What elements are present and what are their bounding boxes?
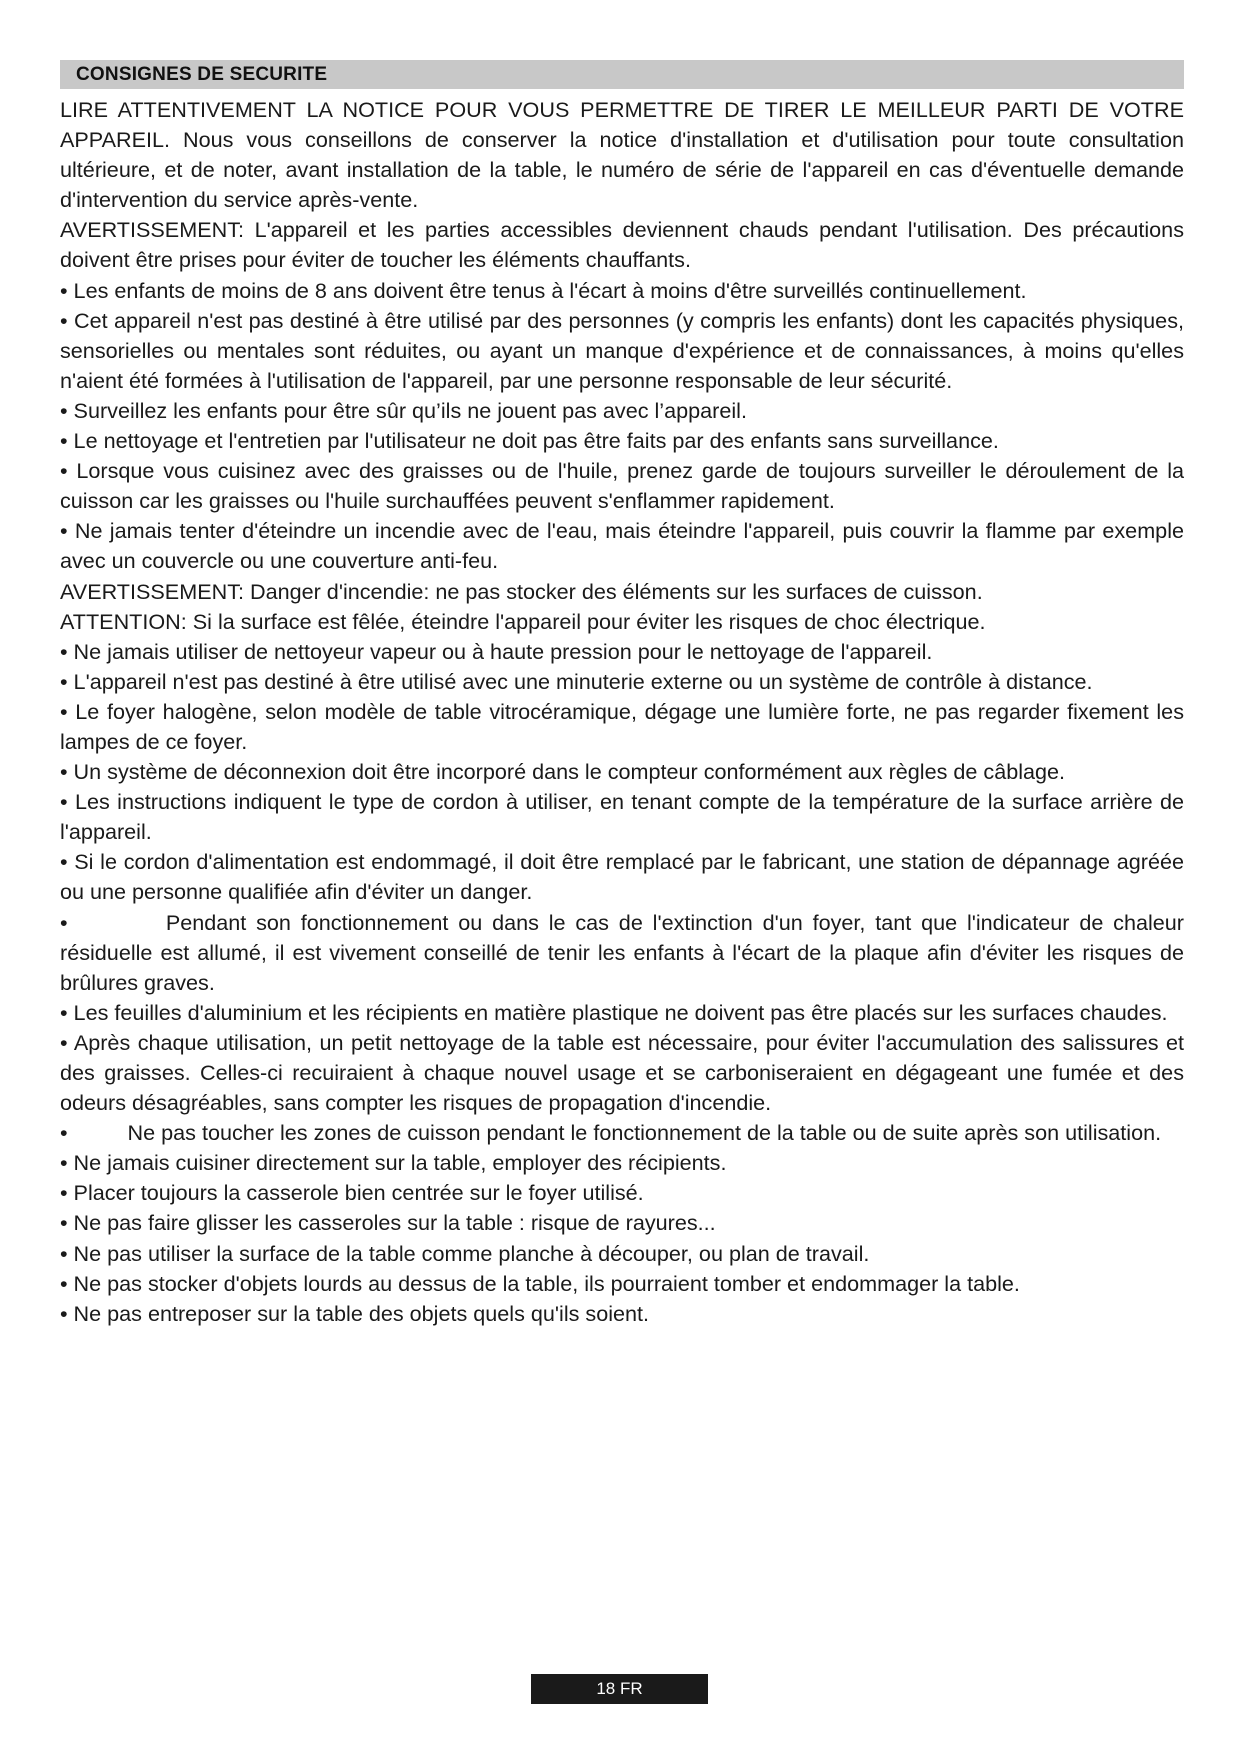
paragraph: AVERTISSEMENT: Danger d'incendie: ne pas stocker des éléments sur les surfaces de cuisson.: [60, 578, 983, 604]
paragraph: AVERTISSEMENT: L'appareil et les parties accessibles deviennent chauds pendant l'utilisation. Des précautions doivent être prises pour éviter de toucher les éléments chauffants.: [60, 217, 1184, 273]
list-item: • Un système de déconnexion doit être incorporé dans le compteur conformément aux règles de câblage.: [60, 759, 1066, 785]
list-item: • Ne pas stocker d'objets lourds au dessus de la table, ils pourraient tomber et endommager la table.: [60, 1270, 1020, 1296]
list-item: • Ne pas faire glisser les casseroles sur la table : risque de rayures...: [60, 1210, 716, 1236]
list-item: • Si le cordon d'alimentation est endommagé, il doit être remplacé par le fabricant, une station de dépannage agréée ou une personne qualifiée afin d'éviter un danger.: [60, 849, 1184, 905]
list-item: • Les enfants de moins de 8 ans doivent être tenus à l'écart à moins d'être surveillés continuellement.: [60, 277, 1027, 303]
list-item: • L'appareil n'est pas destiné à être utilisé avec une minuterie externe ou un système de contrôle à distance.: [60, 668, 1093, 694]
section-title: CONSIGNES DE SECURITE: [60, 60, 1184, 89]
list-item: • Le foyer halogène, selon modèle de table vitrocéramique, dégage une lumière forte, ne pas regarder fixement les lampes de ce foyer.: [60, 698, 1184, 754]
list-item: • Ne pas utiliser la surface de la table comme planche à découper, ou plan de travail.: [60, 1240, 870, 1266]
list-item: • Les instructions indiquent le type de cordon à utiliser, en tenant compte de la température de la surface arrière de l'appareil.: [60, 789, 1184, 845]
paragraph: ATTENTION: Si la surface est fêlée, éteindre l'appareil pour éviter les risques de choc électrique.: [60, 608, 986, 634]
paragraph: LIRE ATTENTIVEMENT LA NOTICE POUR VOUS PERMETTRE DE TIRER LE MEILLEUR PARTI DE VOTRE APPAREIL. Nous vous conseillons de conserver la notice d'installation et d'utilisation pour toute consultation ultérieure, et de noter, avant installation de la table, le numéro de série de l'appareil en cas d'éventuelle demande d'intervention du service après-vente.: [60, 97, 1184, 213]
list-item: • Ne jamais tenter d'éteindre un incendie avec de l'eau, mais éteindre l'appareil, puis couvrir la flamme par exemple avec un couvercle ou une couverture anti-feu.: [60, 518, 1184, 574]
list-item: • Les feuilles d'aluminium et les récipients en matière plastique ne doivent pas être placés sur les surfaces chaudes.: [60, 999, 1168, 1025]
list-item: • Le nettoyage et l'entretien par l'utilisateur ne doit pas être faits par des enfants sans surveillance.: [60, 428, 999, 454]
list-item: • Ne jamais cuisiner directement sur la table, employer des récipients.: [60, 1150, 727, 1176]
list-item: • Ne pas toucher les zones de cuisson pendant le fonctionnement de la table ou de suite après son utilisation.: [60, 1120, 1162, 1146]
page-number-badge: 18 FR: [531, 1674, 708, 1704]
list-item: • Ne jamais utiliser de nettoyeur vapeur ou à haute pression pour le nettoyage de l'appareil.: [60, 638, 933, 664]
list-item: • Placer toujours la casserole bien centrée sur le foyer utilisé.: [60, 1180, 644, 1206]
safety-instructions: [60, 95, 1190, 1329]
page-content: [60, 60, 1190, 1329]
list-item: • Surveillez les enfants pour être sûr qu’ils ne jouent pas avec l’appareil.: [60, 397, 747, 423]
list-item: • Ne pas entreposer sur la table des objets quels qu'ils soient.: [60, 1300, 650, 1326]
list-item: • Pendant son fonctionnement ou dans le cas de l'extinction d'un foyer, tant que l'indicateur de chaleur résiduelle est allumé, il est vivement conseillé de tenir les enfants à l'écart de la plaque afin d'éviter les risques de brûlures graves.: [60, 909, 1190, 995]
list-item: • Cet appareil n'est pas destiné à être utilisé par des personnes (y compris les enfants) dont les capacités physiques, sensorielles ou mentales sont réduites, ou ayant un manque d'expérience et de connaissances, à moins qu'elles n'aient été formées à l'utilisation de l'appareil, par une personne responsable de leur sécurité.: [60, 307, 1184, 393]
list-item: • Après chaque utilisation, un petit nettoyage de la table est nécessaire, pour éviter l'accumulation des salissures et des graisses. Celles-ci recuiraient à chaque nouvel usage et se carboniseraient en dégageant une fumée et des odeurs désagréables, sans compter les risques de propagation d'incendie.: [60, 1029, 1184, 1116]
list-item: • Lorsque vous cuisinez avec des graisses ou de l'huile, prenez garde de toujours surveiller le déroulement de la cuisson car les graisses ou l'huile surchauffées peuvent s'enflammer rapidement.: [60, 458, 1184, 514]
